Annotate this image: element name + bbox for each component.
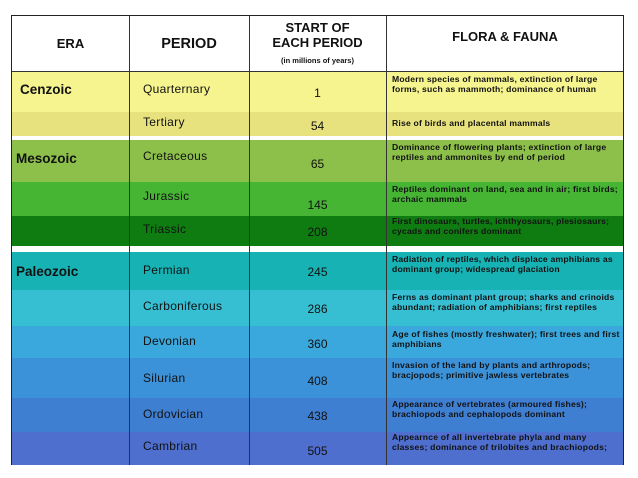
header-flora-label: FLORA & FAUNA [452, 29, 558, 44]
period-cell [129, 398, 249, 432]
era-label-mesozoic [16, 151, 77, 166]
start-cell [249, 290, 386, 326]
flora-cell [386, 432, 624, 465]
column-divider [386, 16, 387, 465]
header-start [249, 16, 386, 71]
flora-cell [386, 140, 624, 182]
flora-cell [386, 290, 624, 326]
flora-text: Invasion of the land by plants and arthropods; bracjopods; primitive jawless vertebrates [392, 360, 591, 380]
row-tertiary [12, 112, 623, 136]
row-triassic [12, 216, 623, 246]
period-cell [129, 432, 249, 465]
era-label-cenozoic [20, 82, 72, 97]
start-cell [249, 326, 386, 358]
period-name: Carboniferous [143, 299, 223, 313]
row-carboniferous [12, 290, 623, 326]
row-cambrian [12, 432, 623, 465]
era-separator [12, 246, 623, 252]
header-era [12, 16, 129, 71]
flora-text: Rise of birds and placental mammals [392, 118, 551, 128]
period-name: Devonian [143, 334, 197, 348]
start-value: 408 [307, 374, 328, 388]
row-permian [12, 252, 623, 290]
era-name: Cenzoic [20, 82, 72, 97]
era-separator [12, 136, 623, 140]
flora-cell [386, 358, 624, 398]
header-era-label: ERA [56, 36, 85, 51]
start-value: 438 [307, 409, 328, 423]
row-ordovician [12, 398, 623, 432]
row-quarternary [12, 72, 623, 112]
period-name: Ordovician [143, 407, 204, 421]
flora-cell [386, 326, 624, 358]
period-name: Cambrian [143, 439, 198, 453]
row-silurian [12, 358, 623, 398]
row-devonian [12, 326, 623, 358]
period-cell [129, 182, 249, 216]
period-name: Triassic [143, 222, 187, 236]
flora-text: Appearnce of all invertebrate phyla and many classes; dominance of trilobites and brachiopods; [392, 432, 608, 452]
start-value: 208 [307, 225, 328, 239]
flora-cell [386, 216, 624, 246]
flora-cell [386, 72, 624, 112]
flora-cell [386, 182, 624, 216]
era-name: Mesozoic [16, 151, 77, 166]
period-cell [129, 290, 249, 326]
column-divider [249, 16, 250, 465]
header-period-label: PERIOD [161, 35, 217, 52]
start-cell [249, 112, 386, 136]
start-value: 1 [314, 86, 321, 100]
period-cell [129, 326, 249, 358]
flora-text: Age of fishes (mostly freshwater); first trees and first amphibians [392, 329, 620, 349]
era-label-paleozoic [16, 264, 78, 279]
header-flora [386, 16, 624, 71]
period-cell [129, 72, 249, 112]
header-divider [12, 71, 623, 72]
period-name: Silurian [143, 371, 186, 385]
flora-text: Radiation of reptiles, which displace amphibians as dominant group; widespread glaciation [392, 254, 613, 274]
start-cell [249, 140, 386, 182]
start-value: 65 [310, 157, 325, 171]
flora-text: Appearance of vertebrates (armoured fishes); brachiopods and cephalopods dominant [392, 399, 588, 419]
flora-text: Modern species of mammals, extinction of large forms, such as mammoth; dominance of human [392, 74, 598, 94]
start-value: 145 [307, 198, 328, 212]
period-name: Permian [143, 263, 190, 277]
start-value: 360 [307, 337, 328, 351]
start-value: 505 [307, 444, 328, 458]
header-start-line2: EACH PERIOD [272, 35, 363, 51]
period-cell [129, 216, 249, 246]
flora-text: First dinosaurs, turtles, ichthyosaurs, plesiosaurs; cycads and conifers dominant [392, 216, 610, 236]
header-start-line1: START OF [285, 20, 350, 36]
start-value: 54 [310, 119, 325, 133]
flora-text: Reptiles dominant on land, sea and in air; first birds; archaic mammals [392, 184, 618, 204]
start-cell [249, 358, 386, 398]
start-cell [249, 72, 386, 112]
row-cretaceous [12, 140, 623, 182]
header-start-unit: (in millions of years) [281, 56, 354, 66]
period-name: Jurassic [143, 189, 190, 203]
geologic-time-table [11, 15, 624, 465]
row-jurassic [12, 182, 623, 216]
period-name: Quarternary [143, 82, 211, 96]
header-period [129, 16, 249, 71]
start-cell [249, 182, 386, 216]
start-value: 245 [307, 265, 328, 279]
start-cell [249, 252, 386, 290]
flora-cell [386, 252, 624, 290]
start-value: 286 [307, 302, 328, 316]
flora-text: Dominance of flowering plants; extinction of large reptiles and ammonites by end of period [392, 142, 607, 162]
period-cell [129, 112, 249, 136]
period-cell [129, 252, 249, 290]
period-name: Tertiary [143, 115, 185, 129]
flora-cell [386, 112, 624, 136]
start-cell [249, 432, 386, 465]
era-name: Paleozoic [16, 264, 79, 279]
start-cell [249, 216, 386, 246]
flora-cell [386, 398, 624, 432]
flora-text: Ferns as dominant plant group; sharks and crinoids abundant; radiation of amphibians; first reptiles [392, 292, 615, 312]
period-name: Cretaceous [143, 149, 208, 163]
column-divider [129, 16, 130, 465]
period-cell [129, 140, 249, 182]
period-cell [129, 358, 249, 398]
start-cell [249, 398, 386, 432]
